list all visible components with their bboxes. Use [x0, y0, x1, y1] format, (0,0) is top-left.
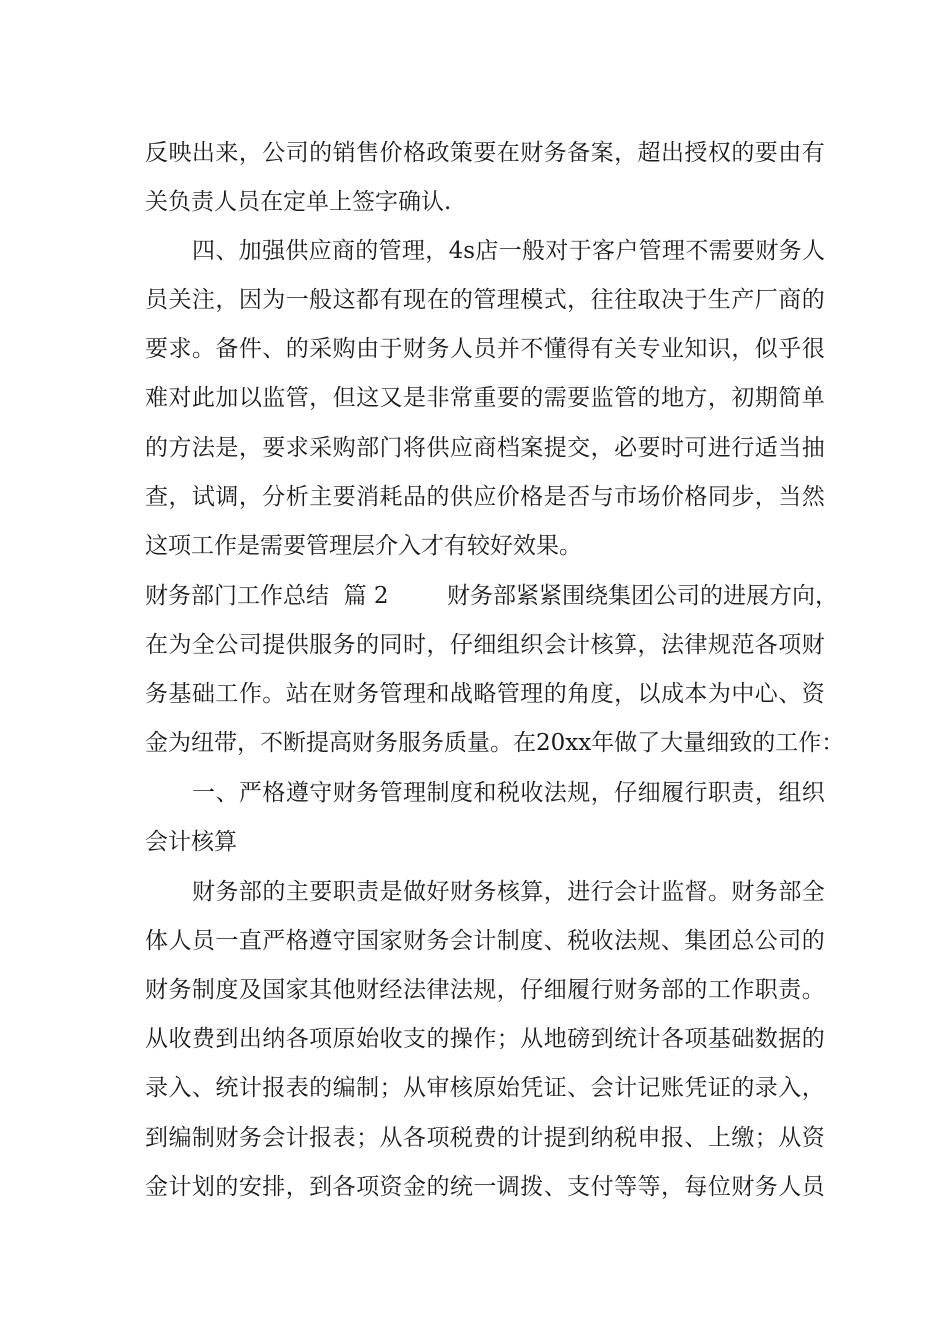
text-line: 关负责人员在定单上签字确认.	[145, 189, 452, 215]
text-line: 员 关 注 ， 因 为 一 般 这 都 有 现 在 的 管 理 模 式 ， 往 往 取 决 于 生 产 厂 商 的	[145, 287, 825, 313]
text-line: 的 方 法 是 ， 要 求 采 购 部 门 将 供 应 商 档 案 提 交 ， 必 要 时 可 进 行 适 当 抽	[145, 435, 825, 461]
text-line: 会计核算	[145, 829, 237, 855]
text-line: 务 基 础 工 作 。 站 在 财 务 管 理 和 战 略 管 理 的 角 度 ， 以 成 本 为 中 心 、 资	[145, 681, 825, 707]
text-line: 从 收 费 到 出 纳 各 项 原 始 收 支 的 操 作 ； 从 地 磅 到 统 计 各 项 基 础 数 据 的	[145, 1026, 825, 1052]
text-line: 反 映 出 来 ， 公 司 的 销 售 价 格 政 策 要 在 财 务 备 案 ， 超 出 授 权 的 要 由 有	[145, 140, 825, 166]
text-line: 在 为 全 公 司 提 供 服 务 的 同 时 ， 仔 细 组 织 会 计 核 算 ， 法 律 规 范 各 项 财	[145, 632, 825, 658]
text-line: 到 编 制 财 务 会 计 报 表 ； 从 各 项 税 费 的 计 提 到 纳 税 申 报 、 上 缴 ； 从 资	[145, 1125, 825, 1151]
text-line: 金 为 纽 带 ， 不 断 提 高 财 务 服 务 质 量 。 在 20xx 年 做 了 大 量 细 致 的 工 作 ：	[145, 730, 845, 756]
text-line: 这项工作是需要管理层介入才有较好效果。	[145, 533, 582, 559]
text-line: 财 务 部 的 主 要 职 责 是 做 好 财 务 核 算 ， 进 行 会 计 监 督 。 财 务 部 全	[192, 879, 825, 905]
text-line: 录 入 、 统 计 报 表 的 编 制 ； 从 审 核 原 始 凭 证 、 会 计 记 账 凭 证 的 录 入 ，	[145, 1075, 825, 1101]
text-line: 查 ， 试 调 ， 分 析 主 要 消 耗 品 的 供 应 价 格 是 否 与 市 场 价 格 同 步 ， 当 然	[145, 484, 825, 510]
text-line: 四 、 加 强 供 应 商 的 管 理 ， 4s 店 一 般 对 于 客 户 管 理 不 需 要 财 务 人	[192, 238, 825, 264]
text-line: 体 人 员 一 直 严 格 遵 守 国 家 财 务 会 计 制 度 、 税 收 法 规 、 集 团 总 公 司 的	[145, 928, 825, 954]
text-line: 难 对 此 加 以 监 管 ， 但 这 又 是 非 常 重 要 的 需 要 监 管 的 地 方 ， 初 期 简 单	[145, 385, 825, 411]
text-line: 金 计 划 的 安 排 ， 到 各 项 资 金 的 统 一 调 拨 、 支 付 等 等 ， 每 位 财 务 人 员	[145, 1174, 825, 1200]
text-line: 要 求 。 备 件 、 的 采 购 由 于 财 务 人 员 并 不 懂 得 有 关 专 业 知 识 ， 似 乎 很	[145, 336, 825, 362]
text-line: 一 、 严 格 遵 守 财 务 管 理 制 度 和 税 收 法 规 ， 仔 细 履 行 职 责 ， 组 织	[192, 780, 825, 806]
text-line: 财 务 制 度 及 国 家 其 他 财 经 法 律 法 规 ， 仔 细 履 行 财 务 部 的 工 作 职 责 。	[145, 977, 825, 1003]
section-heading-line: 财务部门工作总结 篇 2 财务部紧紧围绕集团公司的进展方向，	[145, 583, 839, 609]
